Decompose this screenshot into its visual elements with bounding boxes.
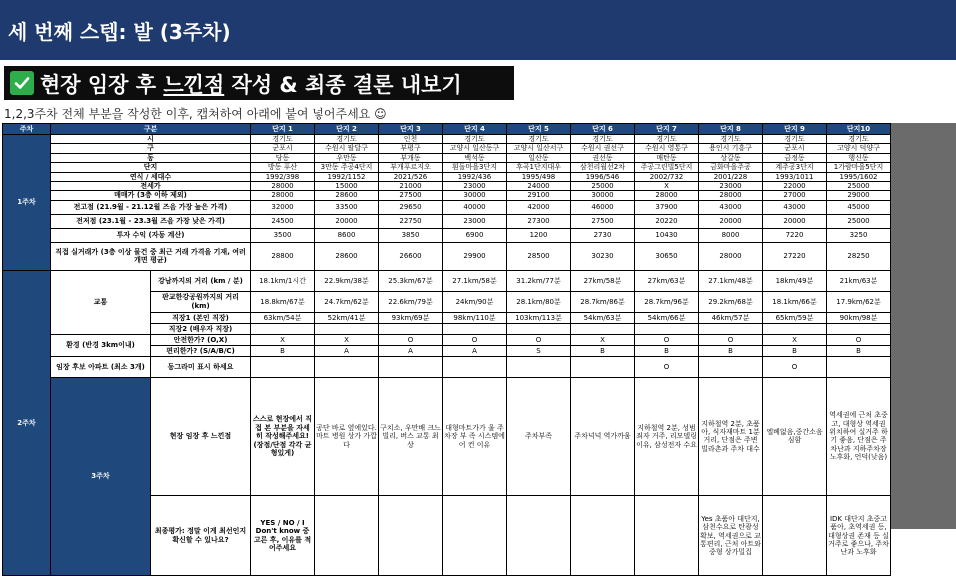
value-cell: 백석동: [443, 153, 507, 162]
value-cell: [507, 323, 571, 334]
value-cell: 29.2km/68분: [699, 291, 763, 312]
value-cell: 17.9km/62분: [827, 291, 891, 312]
row-si: [3, 135, 891, 144]
category-header: 구분: [51, 124, 251, 135]
value-cell: [571, 356, 635, 377]
value-cell: [827, 356, 891, 377]
value-cell: O: [379, 334, 443, 345]
value-cell: [379, 323, 443, 334]
value-cell: 52km/41분: [315, 312, 379, 323]
value-cell: 90km/98분: [827, 312, 891, 323]
value-cell: 1996/546: [571, 172, 635, 181]
value-cell: 54km/63분: [571, 312, 635, 323]
value-cell: [571, 323, 635, 334]
row-label: 전고점 (21.9월 - 21.12월 즈음 가장 높은 가격): [51, 200, 251, 214]
value-cell: [507, 356, 571, 377]
row-label: 시: [51, 135, 251, 144]
value-cell: 28.1km/80분: [507, 291, 571, 312]
value-cell: 지하철역 2분, 초품아, 식자재마트 1분거리, 단점은 주변 빌라촌과 주차 대수: [699, 377, 763, 495]
row-label: 전저점 (23.1월 - 23.3월 즈음 가장 낮은 가격): [51, 214, 251, 228]
row-actual: [3, 242, 891, 270]
value-cell: 공단 바로 옆에있다. 마트 병원 상가 가깝다: [315, 377, 379, 495]
value-cell: 2730: [571, 228, 635, 242]
spreadsheet-screenshot: [2, 123, 956, 557]
value-cell: 21000: [379, 181, 443, 190]
sub-label: 직장2 (배우자 직장): [151, 323, 251, 334]
value-cell: 역세권에 근처 초중고, 대형상 역세권 위치하여 실거주 하기 좋음, 단점은 주차난과 지하주차장 노후화, 언덕(낮음): [827, 377, 891, 495]
value-cell: 27.1km/58분: [443, 270, 507, 291]
page-title: 세 번째 스텝: 발 (3주차): [8, 20, 231, 44]
complex-header: 단지 9: [763, 124, 827, 135]
value-cell: [443, 496, 507, 576]
row-label: 매매가 (3층 이하 제외): [51, 191, 251, 200]
complex-header: 단지10: [827, 124, 891, 135]
value-cell: 3250: [827, 228, 891, 242]
apartment-comparison-table: [2, 123, 891, 576]
value-cell: 3만동 주공4단지: [315, 163, 379, 172]
value-cell: O: [635, 334, 699, 345]
value-cell: 금정동: [763, 153, 827, 162]
value-cell: 8000: [699, 228, 763, 242]
row-env-1: [3, 334, 891, 345]
row-peak: [3, 200, 891, 214]
value-cell: 27500: [571, 214, 635, 228]
value-cell: B: [251, 345, 315, 356]
value-cell: 25000: [827, 214, 891, 228]
value-cell: [571, 496, 635, 576]
value-cell: 30230: [571, 242, 635, 270]
value-cell: 주공그린빌5단지: [635, 163, 699, 172]
row-gu: [3, 144, 891, 153]
value-cell: 고양시 일산동구: [443, 144, 507, 153]
value-cell: 24000: [507, 181, 571, 190]
value-cell: 1200: [507, 228, 571, 242]
row-label: 구: [51, 144, 251, 153]
value-cell: 경기도: [251, 135, 315, 144]
value-cell: 30000: [571, 191, 635, 200]
value-cell: [827, 323, 891, 334]
week-label: 1주차: [3, 135, 51, 271]
value-cell: O: [827, 334, 891, 345]
value-cell: 27000: [763, 191, 827, 200]
value-cell: 1995/1602: [827, 172, 891, 181]
value-cell: 3500: [251, 228, 315, 242]
top-banner: [0, 0, 956, 60]
section-title-part2: 작성 & 최종 결론 내보기: [224, 73, 462, 97]
value-cell: 18km/49분: [763, 270, 827, 291]
row-invest: [3, 228, 891, 242]
value-cell: 지하철역 2분, 성범죄자 거주, 리모델링 이유, 삼성전자 수요: [635, 377, 699, 495]
value-cell: 54km/66분: [635, 312, 699, 323]
sub-label: 직장1 (본인 직장): [151, 312, 251, 323]
row-label: 단지: [51, 163, 251, 172]
value-cell: O: [763, 356, 827, 377]
check-icon: [10, 71, 34, 95]
value-cell: 23000: [699, 181, 763, 190]
value-cell: 29000: [827, 191, 891, 200]
value-cell: 28.7km/86분: [571, 291, 635, 312]
value-cell: 1993/1011: [763, 172, 827, 181]
value-cell: 40000: [443, 200, 507, 214]
value-cell: 수원시 팔달구: [315, 144, 379, 153]
value-cell: 28600: [315, 242, 379, 270]
value-cell: 권선동: [571, 153, 635, 162]
value-cell: 28000: [251, 191, 315, 200]
sub-label: 스스로 현장에서 직접 본 부분을 자세히 작성해주세요! (장점/단점 각각 균형있게): [251, 377, 315, 495]
value-cell: 경기도: [507, 135, 571, 144]
value-cell: 43000: [763, 200, 827, 214]
value-cell: [763, 496, 827, 576]
row-label: 환경 (반경 3km이내): [51, 334, 151, 356]
value-cell: 주차넉넉 역가까움: [571, 377, 635, 495]
value-cell: O: [635, 356, 699, 377]
value-cell: 21km/63분: [827, 270, 891, 291]
complex-header: 단지 1: [251, 124, 315, 135]
sub-label: 안전한가? (O,X): [151, 334, 251, 345]
value-cell: 93km/69분: [379, 312, 443, 323]
value-cell: B: [635, 345, 699, 356]
value-cell: 경기도: [571, 135, 635, 144]
value-cell: X: [571, 334, 635, 345]
value-cell: 28000: [251, 181, 315, 190]
row-low: [3, 214, 891, 228]
section-title-underlined: 느낀점: [163, 73, 225, 97]
value-cell: 경기도: [315, 135, 379, 144]
row-label: 투자 수익 (자동 계산): [51, 228, 251, 242]
value-cell: 1992/1152: [315, 172, 379, 181]
value-cell: O: [443, 334, 507, 345]
value-cell: [251, 356, 315, 377]
value-cell: 경기도: [443, 135, 507, 144]
value-cell: 43000: [699, 200, 763, 214]
value-cell: 23000: [443, 214, 507, 228]
value-cell: 18.8km/67분: [251, 291, 315, 312]
value-cell: 32000: [251, 200, 315, 214]
value-cell: 2021/526: [379, 172, 443, 181]
value-cell: 6900: [443, 228, 507, 242]
value-cell: 24.7km/62분: [315, 291, 379, 312]
complex-header: 단지 8: [699, 124, 763, 135]
complex-header: 단지 3: [379, 124, 443, 135]
value-cell: 고양시 덕양구: [827, 144, 891, 153]
value-cell: 22.9km/38분: [315, 270, 379, 291]
value-cell: 경기도: [635, 135, 699, 144]
value-cell: 부개푸르지오: [379, 163, 443, 172]
value-cell: S: [507, 345, 571, 356]
value-cell: 방동 푸산: [251, 163, 315, 172]
value-cell: 45000: [827, 200, 891, 214]
value-cell: 1992/436: [443, 172, 507, 181]
row-label: 전세가: [51, 181, 251, 190]
value-cell: 22750: [379, 214, 443, 228]
value-cell: 28000: [635, 191, 699, 200]
instruction-text: 1,2,3주차 전체 부분을 작성한 이후, 캡쳐하여 아래에 붙여 넣어주세요 ☺: [4, 107, 387, 121]
value-cell: 20220: [635, 214, 699, 228]
row-label: 동: [51, 153, 251, 162]
row-sale_cur: [3, 191, 891, 200]
value-cell: 28800: [251, 242, 315, 270]
value-cell: 2002/732: [635, 172, 699, 181]
row-label: 교통: [51, 270, 151, 334]
value-cell: 24km/90분: [443, 291, 507, 312]
sub-label: YES / NO / I Don't know 중 고른 후, 이유를 적어주세요: [251, 496, 315, 576]
value-cell: 8600: [315, 228, 379, 242]
row-label: 현장 임장 후 느낀점: [151, 377, 251, 495]
value-cell: 27220: [763, 242, 827, 270]
week-header: 주차: [3, 124, 51, 135]
value-cell: [251, 323, 315, 334]
sub-label: 편리한가? (S/A/B/C): [151, 345, 251, 356]
value-cell: 27.1km/48분: [699, 270, 763, 291]
row-dong: [3, 153, 891, 162]
row-label: 최종평가: 정말 이게 최선인지 확신할 수 있나요?: [151, 496, 251, 576]
value-cell: 군포시: [251, 144, 315, 153]
value-cell: 용인시 기흥구: [699, 144, 763, 153]
value-cell: 25000: [571, 181, 635, 190]
value-cell: 엘베없음,중간소음 심함: [763, 377, 827, 495]
sub-label: 강남까지의 거리 (km / 분): [151, 270, 251, 291]
value-cell: 28600: [315, 191, 379, 200]
value-cell: 25000: [827, 181, 891, 190]
value-cell: 상갈동: [699, 153, 763, 162]
value-cell: 29100: [507, 191, 571, 200]
value-cell: 부개동: [379, 153, 443, 162]
value-cell: 당동: [251, 153, 315, 162]
complex-header: 단지 4: [443, 124, 507, 135]
value-cell: 31.2km/77분: [507, 270, 571, 291]
value-cell: [379, 356, 443, 377]
value-cell: 수원시 권선구: [571, 144, 635, 153]
value-cell: 후곡1단지대우: [507, 163, 571, 172]
value-cell: 20000: [315, 214, 379, 228]
value-cell: B: [827, 345, 891, 356]
value-cell: 27500: [379, 191, 443, 200]
row-year: [3, 172, 891, 181]
value-cell: [315, 496, 379, 576]
row-feeling: [3, 377, 891, 495]
value-cell: 27km/63분: [635, 270, 699, 291]
value-cell: [443, 323, 507, 334]
value-cell: [443, 356, 507, 377]
value-cell: 30000: [443, 191, 507, 200]
value-cell: 수원시 영통구: [635, 144, 699, 153]
value-cell: 매탄동: [635, 153, 699, 162]
value-cell: 65km/59분: [763, 312, 827, 323]
value-cell: 흰돌마을3단지: [443, 163, 507, 172]
row-jeonse: [3, 181, 891, 190]
value-cell: B: [699, 345, 763, 356]
value-cell: O: [699, 334, 763, 345]
value-cell: 25.3km/67분: [379, 270, 443, 291]
value-cell: 27km/58분: [571, 270, 635, 291]
value-cell: B: [763, 345, 827, 356]
value-cell: 22.6km/79분: [379, 291, 443, 312]
value-cell: 27300: [507, 214, 571, 228]
sub-label: 동그라미 표시 하세요: [151, 356, 251, 377]
value-cell: 28.7km/96분: [635, 291, 699, 312]
value-cell: 30650: [635, 242, 699, 270]
value-cell: 고양시 일산서구: [507, 144, 571, 153]
value-cell: 경기도: [699, 135, 763, 144]
value-cell: 28000: [699, 191, 763, 200]
value-cell: 2001/228: [699, 172, 763, 181]
section-banner: [4, 66, 514, 100]
value-cell: [315, 356, 379, 377]
value-cell: 37900: [635, 200, 699, 214]
value-cell: 46000: [571, 200, 635, 214]
value-cell: 20000: [699, 214, 763, 228]
value-cell: 1가람마을5단지: [827, 163, 891, 172]
value-cell: 부평구: [379, 144, 443, 153]
row-label: 연식 / 세대수: [51, 172, 251, 181]
value-cell: 1995/498: [507, 172, 571, 181]
value-cell: 인천: [379, 135, 443, 144]
value-cell: 3850: [379, 228, 443, 242]
row-traffic-1: [3, 270, 891, 291]
row-danji: [3, 163, 891, 172]
value-cell: 28000: [699, 242, 763, 270]
value-cell: 42000: [507, 200, 571, 214]
value-cell: 금화마을주공: [699, 163, 763, 172]
complex-header: 단지 2: [315, 124, 379, 135]
complex-header: 단지 7: [635, 124, 699, 135]
value-cell: 103km/113분: [507, 312, 571, 323]
value-cell: 29650: [379, 200, 443, 214]
value-cell: B: [571, 345, 635, 356]
value-cell: 15000: [315, 181, 379, 190]
row-label: 직접 실거래가 (3층 이상 물건 중 최근 거래 가격을 기재, 여러 개면 평균): [51, 242, 251, 270]
value-cell: [699, 323, 763, 334]
value-cell: [635, 323, 699, 334]
value-cell: 18.1km/1시간: [251, 270, 315, 291]
row-candidate: [3, 356, 891, 377]
value-cell: 행신동: [827, 153, 891, 162]
value-cell: 29900: [443, 242, 507, 270]
value-cell: 일산동: [507, 153, 571, 162]
complex-header: 단지 6: [571, 124, 635, 135]
value-cell: 10430: [635, 228, 699, 242]
value-cell: A: [379, 345, 443, 356]
value-cell: 우만동: [315, 153, 379, 162]
value-cell: 22000: [763, 181, 827, 190]
value-cell: 28500: [507, 242, 571, 270]
value-cell: X: [315, 334, 379, 345]
value-cell: [507, 496, 571, 576]
week-label: 3주차: [51, 377, 151, 575]
value-cell: 18.1km/66분: [763, 291, 827, 312]
value-cell: [635, 496, 699, 576]
value-cell: 98km/110분: [443, 312, 507, 323]
value-cell: [315, 323, 379, 334]
value-cell: X: [763, 334, 827, 345]
value-cell: 28250: [827, 242, 891, 270]
section-title-part1: 현장 임장 후: [40, 73, 164, 97]
value-cell: [763, 323, 827, 334]
value-cell: 군포시: [763, 144, 827, 153]
value-cell: X: [635, 181, 699, 190]
value-cell: Yes 초품아 대단지, 삼천수요로 탄광성 확보, 역세권으로 교통편리, 근처 아트와 중형 상가밀집: [699, 496, 763, 576]
value-cell: O: [507, 334, 571, 345]
value-cell: 24500: [251, 214, 315, 228]
value-cell: 구치소, 우만배 크느빌리, 버스 교통 최상: [379, 377, 443, 495]
value-cell: 대형마트가가 울 주차장 부 족 시스템에어 컨 이유: [443, 377, 507, 495]
complex-header: 단지 5: [507, 124, 571, 135]
value-cell: 삼천리월선2차: [571, 163, 635, 172]
value-cell: 경기도: [763, 135, 827, 144]
week-label: 2주차: [3, 270, 51, 575]
value-cell: [699, 356, 763, 377]
value-cell: A: [443, 345, 507, 356]
header-row: [3, 124, 891, 135]
value-cell: 1992/398: [251, 172, 315, 181]
value-cell: 7220: [763, 228, 827, 242]
value-cell: [379, 496, 443, 576]
value-cell: A: [315, 345, 379, 356]
value-cell: 경기도: [827, 135, 891, 144]
value-cell: 33500: [315, 200, 379, 214]
value-cell: 20000: [763, 214, 827, 228]
sub-label: 판교한강공원까지의 거리 (km): [151, 291, 251, 312]
value-cell: 주차부족: [507, 377, 571, 495]
value-cell: 23000: [443, 181, 507, 190]
value-cell: 26600: [379, 242, 443, 270]
value-cell: IDK 대단지 초중고 품아, 초역세권 등, 대형상권 존재 등 실거주로 좋으나, 주차난과 노후화: [827, 496, 891, 576]
value-cell: 46km/57분: [699, 312, 763, 323]
value-cell: X: [251, 334, 315, 345]
value-cell: 63km/54분: [251, 312, 315, 323]
value-cell: 계주공3단지: [763, 163, 827, 172]
section-title: [40, 69, 462, 99]
row-label: 임장 후보 아파트 (최소 3개): [51, 356, 151, 377]
sheet-gray-margin: [890, 123, 956, 529]
